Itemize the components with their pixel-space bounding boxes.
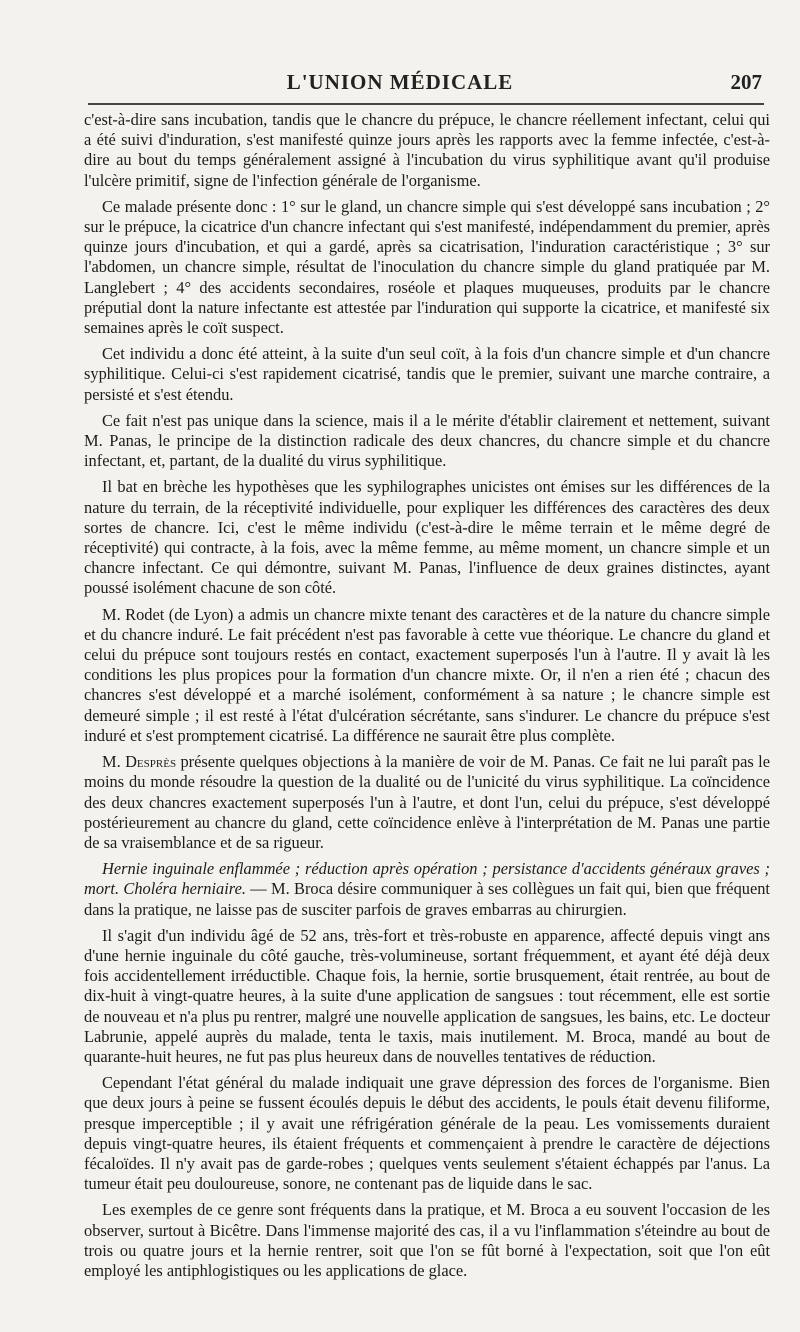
paragraph-4	[84, 411, 770, 472]
paragraph-9	[84, 926, 770, 1067]
paragraph-8-text: — M. Broca désire communiquer à ses collègues un fait qui, bien que fréquent dans la pratique, ne laisse pas de susciter parfois de graves embarras au chirurgien.	[84, 879, 770, 919]
paragraph-11	[84, 1200, 770, 1281]
header-rule	[88, 103, 764, 105]
paragraph-6	[84, 605, 770, 746]
paragraph-8	[84, 859, 770, 920]
paragraph-10-text: Cependant l'état général du malade indiquait une grave dépression des forces de l'organisme. Bien que deux jours à peine se fussent écoulés depuis le début des accidents, le pouls était devenu filiforme, presque imperceptible ; il y avait une réfrigération générale de la peau. Les vomissements duraient depuis vingt-quatre heures, ils étaient fréquents et commençaient à prendre le caractère de déjections fécaloïdes. Il n'y avait pas de garde-robes ; quelques vents seulement s'étaient échappés par l'anus. La tumeur était peu douloureuse, sonore, ne contenant pas de liquide dans le sac.	[84, 1073, 770, 1194]
journal-title: L'UNION MÉDICALE	[286, 70, 514, 94]
running-head	[0, 68, 800, 100]
paragraph-1	[84, 110, 770, 191]
paragraph-7	[84, 752, 770, 853]
speaker-name-despres: M. Desprès	[102, 752, 177, 772]
paragraph-10	[84, 1073, 770, 1194]
paragraph-3-text: Cet individu a donc été atteint, à la suite d'un seul coït, à la fois d'un chancre simple et d'un chancre syphilitique. Celui-ci s'est rapidement cicatrisé, tandis que le premier, suivant une marche contraire, a persisté et s'est étendu.	[84, 344, 770, 404]
page-number: 207	[730, 70, 762, 94]
paragraph-2-text: Ce malade présente donc : 1° sur le gland, un chancre simple qui s'est développé sans incubation ; 2° sur le prépuce, la cicatrice d'un chancre infectant qui s'est manifesté, indépendamment du premier, après quinze jours d'incubation, et qui a gardé, après sa cicatrisation, l'induration caractéristique ; 3° sur l'abdomen, un chancre simple, résultat de l'inoculation du chancre simple du gland pratiquée par M. Langlebert ; 4° des accidents secondaires, roséole et plaques muqueuses, produits par le chancre préputial dont la nature infectante est attestée par l'induration qui supporte la cicatrice, et manifesté six semaines après le coït suspect.	[84, 196, 770, 338]
paragraph-4-text: Ce fait n'est pas unique dans la science, mais il a le mérite d'établir clairement et nettement, suivant M. Panas, le principe de la distinction radicale des deux chancres, du chancre simple et du chancre infectant, et, partant, de la dualité du virus syphilitique.	[84, 410, 770, 471]
paragraph-3	[84, 344, 770, 405]
paragraph-9-text: Il s'agit d'un individu âgé de 52 ans, très-fort et très-robuste en apparence, affecté depuis vingt ans d'une hernie inguinale du côté gauche, très-volumineuse, sortant fréquemment, et ayant été déjà deux fois accidentellement irréductible. Chaque fois, la hernie, sortie brusquement, était rentrée, au bout de dix-huit à vingt-quatre heures, à la suite d'une application de sangsues : tout récemment, elle est sortie de nouveau et n'a plus pu rentrer, malgré une nouvelle application de sangsues, les bains, etc. Le docteur Labrunie, appelé auprès du malade, tenta le taxis, mais inutilement. M. Broca, mandé au bout de quarante-huit heures, ne fut pas plus heureux dans de nouvelles tentatives de réduction.	[84, 925, 770, 1066]
paragraph-5-text: Il bat en brèche les hypothèses que les syphilographes unicistes ont émises sur les différences de la nature du terrain, de la réceptivité individuelle, pour expliquer les différences des caractères des deux sortes de chancre. Ici, c'est le même individu (c'est-à-dire le même terrain et le même degré de réceptivité) qui contracte, à la fois, avec la même femme, au même moment, un chancre simple et un chancre infectant. Ce qui démontre, suivant M. Panas, l'influence de deux graines distinctes, ayant poussé isolément chacune de son côté.	[84, 477, 770, 598]
section-heading-hernie: Hernie inguinale enflammée ; réduction après opération ; persistance d'accidents généraux graves ; mort. Choléra herniaire.	[84, 859, 770, 899]
paragraph-2	[84, 197, 770, 338]
article-body	[84, 110, 770, 1287]
paragraph-6-text: M. Rodet (de Lyon) a admis un chancre mixte tenant des caractères et de la nature du chancre simple et du chancre induré. Le fait précédent n'est pas favorable à cette vue théorique. Le chancre du gland et celui du prépuce sont toujours restés en contact, exactement superposés l'un à l'autre. Il y avait là les conditions les plus propices pour la formation d'un chancre mixte. Or, il n'en a rien été ; chacun des chancres s'est développé et a marché isolément, conformément à sa nature ; le chancre simple est demeuré simple ; il est resté à l'état d'ulcération sécrétante, sans s'indurer. Le chancre du prépuce s'est induré et s'est promptement cicatrisé. La différence ne saurait être plus complète.	[84, 604, 770, 745]
paragraph-7-text: présente quelques objections à la manière de voir de M. Panas. Ce fait ne lui paraît pas le moins du monde résoudre la question de la dualité ou de l'unicité du virus syphilitique. La coïncidence des deux chancres exactement superposés l'un à l'autre, et dont l'un, celui du prépuce, s'est développé postérieurement au chancre du gland, cette coïncidence enlève à l'interprétation de M. Panas une partie de sa vraisemblance et de sa rigueur.	[84, 752, 770, 852]
paragraph-5	[84, 477, 770, 598]
paragraph-11-text: Les exemples de ce genre sont fréquents dans la pratique, et M. Broca a eu souvent l'occasion de les observer, surtout à Bicêtre. Dans l'immense majorité des cas, il a vu l'inflammation s'éteindre au bout de trois ou quatre jours et la hernie rentrer, soit que l'on se fût borné à l'expectation, soit que l'on eût employé les antiphlogistiques ou les applications de glace.	[84, 1200, 770, 1280]
paragraph-1-text: c'est-à-dire sans incubation, tandis que le chancre du prépuce, le chancre réellement infectant, celui qui a été suivi d'induration, s'est manifesté quinze jours après les rapports avec la femme infectée, c'est-à-dire au bout du temps généralement assigné à l'incubation du virus syphilitique avant qu'il produise l'ulcère primitif, signe de l'infection générale de l'organisme.	[84, 110, 770, 190]
